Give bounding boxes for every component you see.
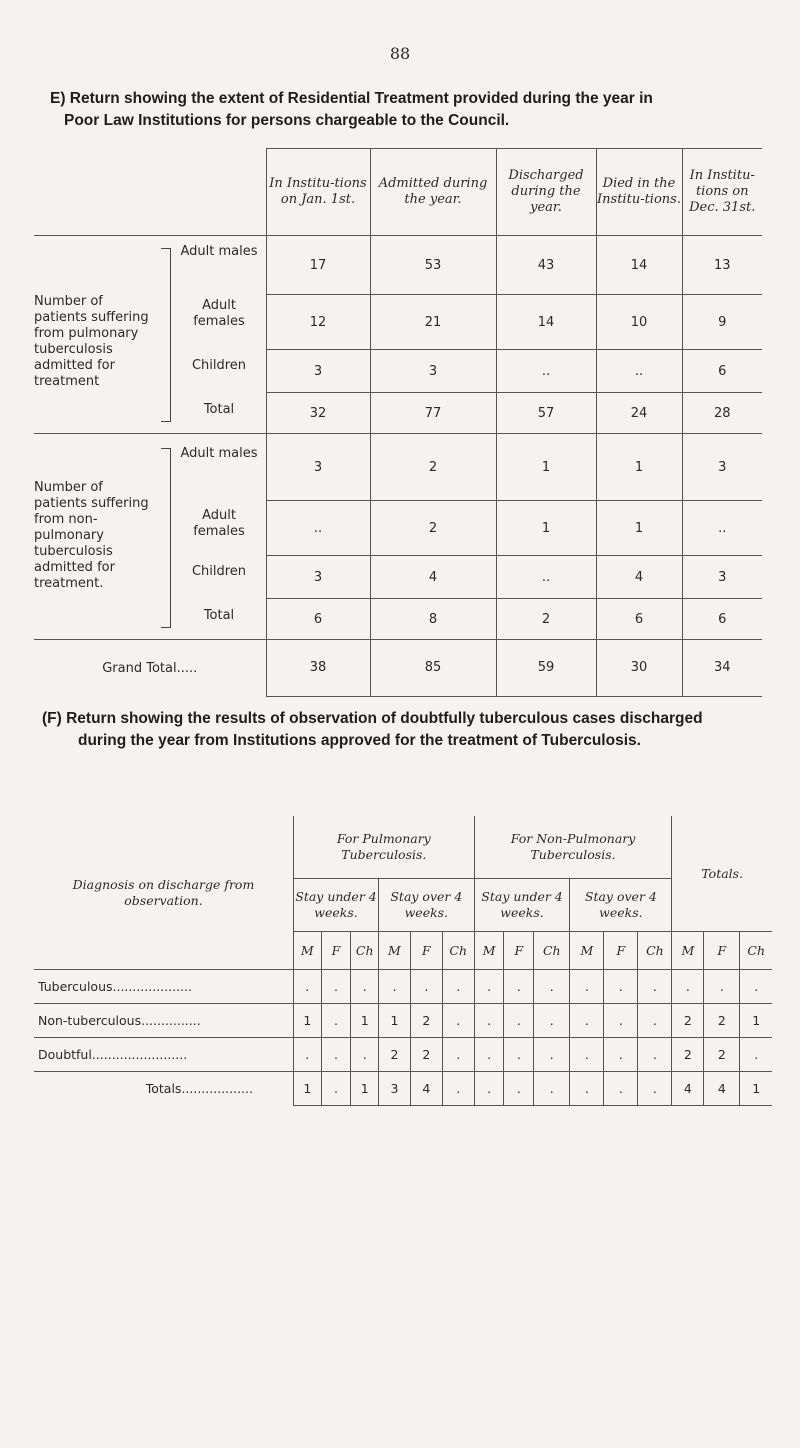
cell: 4 <box>704 1072 740 1106</box>
sub-col-header: Ch <box>351 932 379 970</box>
cell: 3 <box>266 556 370 599</box>
cell: . <box>604 1004 638 1038</box>
cell: 6 <box>266 599 370 640</box>
cell: . <box>672 970 704 1004</box>
group-label: Number of patients suffering from pulmonary tuberculosis admitted for treatment <box>34 294 149 389</box>
sub-col-header: F <box>410 932 442 970</box>
cell: . <box>474 1038 504 1072</box>
cell: . <box>740 1038 772 1072</box>
cell: . <box>638 970 672 1004</box>
sub-col-header: Ch <box>442 932 474 970</box>
pulmonary-header: For Pulmonary Tuberculosis. <box>293 816 474 879</box>
cell: . <box>474 970 504 1004</box>
section-e-title-line1: E) Return showing the extent of Residential Treatment provided during the year in <box>50 90 653 107</box>
cell: . <box>442 1038 474 1072</box>
cell: . <box>570 1004 604 1038</box>
cell: 2 <box>704 1004 740 1038</box>
cell: . <box>442 970 474 1004</box>
cell: . <box>570 1072 604 1106</box>
cell: 6 <box>682 599 762 640</box>
table-row <box>34 1038 772 1072</box>
cell: 1 <box>351 1072 379 1106</box>
cell: 1 <box>379 1004 411 1038</box>
cell: 43 <box>496 236 596 295</box>
section-f-title <box>42 708 782 752</box>
cell: . <box>740 970 772 1004</box>
cell: 2 <box>370 501 496 556</box>
table-row <box>34 1004 772 1038</box>
cell: . <box>379 970 411 1004</box>
cell: 53 <box>370 236 496 295</box>
cell: . <box>321 1004 351 1038</box>
cell: 2 <box>672 1004 704 1038</box>
cell: .. <box>496 350 596 393</box>
cell: . <box>321 970 351 1004</box>
section-f-table <box>34 816 772 1106</box>
cell: 1 <box>351 1004 379 1038</box>
sub-col-header: M <box>379 932 411 970</box>
cell: 3 <box>266 350 370 393</box>
cell: 1 <box>293 1072 321 1106</box>
col-header: Admitted during the year. <box>370 149 496 236</box>
row-label: Total <box>203 608 235 623</box>
brace-icon <box>161 448 171 628</box>
section-e-corner <box>34 149 266 236</box>
cell: . <box>638 1072 672 1106</box>
brace-icon <box>161 248 171 422</box>
col-header: In Institu-tions on Jan. 1st. <box>266 149 370 236</box>
cell: . <box>534 970 570 1004</box>
cell: 59 <box>496 640 596 697</box>
cell: 57 <box>496 393 596 434</box>
cell: 2 <box>672 1038 704 1072</box>
cell: 85 <box>370 640 496 697</box>
row-label: Total <box>203 402 235 417</box>
cell: 8 <box>370 599 496 640</box>
cell: . <box>442 1072 474 1106</box>
cell: . <box>442 1004 474 1038</box>
row-label: Doubtful........................ <box>34 1038 293 1072</box>
stay-over-header: Stay over 4 weeks. <box>379 879 475 932</box>
stay-over-header: Stay over 4 weeks. <box>570 879 672 932</box>
sub-col-header: M <box>672 932 704 970</box>
cell: . <box>504 1072 534 1106</box>
cell: . <box>504 1038 534 1072</box>
cell: . <box>704 970 740 1004</box>
sub-col-header: M <box>293 932 321 970</box>
cell: 6 <box>682 350 762 393</box>
section-e-title-line2: Poor Law Institutions for persons chargeable to the Council. <box>64 112 510 129</box>
cell: 12 <box>266 295 370 350</box>
cell: 2 <box>496 599 596 640</box>
cell: 17 <box>266 236 370 295</box>
page-number: 88 <box>389 44 411 63</box>
cell: . <box>504 970 534 1004</box>
col-header: Discharged during the year. <box>496 149 596 236</box>
cell: 13 <box>682 236 762 295</box>
section-e-table <box>34 148 762 697</box>
sub-col-header: F <box>704 932 740 970</box>
row-label: Children <box>191 564 247 579</box>
cell: 4 <box>672 1072 704 1106</box>
cell: 1 <box>740 1072 772 1106</box>
sub-col-header: Ch <box>534 932 570 970</box>
group-label: Number of patients suffering from non-pulmonary tuberculosis admitted for treatment. <box>34 480 149 591</box>
cell: . <box>534 1072 570 1106</box>
row-label: Adult females <box>193 298 245 329</box>
cell: . <box>351 1038 379 1072</box>
cell: 6 <box>596 599 682 640</box>
cell: . <box>504 1004 534 1038</box>
cell: 1 <box>293 1004 321 1038</box>
cell: 3 <box>266 434 370 501</box>
cell: .. <box>596 350 682 393</box>
cell: 3 <box>379 1072 411 1106</box>
cell: . <box>351 970 379 1004</box>
cell: .. <box>682 501 762 556</box>
cell: 1 <box>496 501 596 556</box>
sub-col-header: Ch <box>740 932 772 970</box>
cell: 4 <box>596 556 682 599</box>
cell: 10 <box>596 295 682 350</box>
diagnosis-header: Diagnosis on discharge from observation. <box>34 816 293 970</box>
cell: 14 <box>496 295 596 350</box>
cell: 38 <box>266 640 370 697</box>
cell: 21 <box>370 295 496 350</box>
stay-under-header: Stay under 4 weeks. <box>293 879 378 932</box>
cell: 3 <box>682 556 762 599</box>
cell: 1 <box>596 434 682 501</box>
totals-header: Totals. <box>672 816 772 932</box>
section-f-title-line1: (F) Return showing the results of observation of doubtfully tuberculous cases discharged <box>42 710 703 727</box>
cell: 1 <box>496 434 596 501</box>
cell: . <box>638 1038 672 1072</box>
grand-total-label: Grand Total..... <box>34 640 266 697</box>
cell: 4 <box>370 556 496 599</box>
table-row <box>34 970 772 1004</box>
cell: . <box>534 1004 570 1038</box>
cell: . <box>321 1072 351 1106</box>
sub-col-header: F <box>321 932 351 970</box>
sub-col-header: F <box>504 932 534 970</box>
cell: 2 <box>379 1038 411 1072</box>
table-row <box>34 1072 772 1106</box>
col-header: In Institu-tions on Dec. 31st. <box>682 149 762 236</box>
group-pulmonary <box>34 236 266 434</box>
cell: 3 <box>370 350 496 393</box>
sub-col-header: M <box>474 932 504 970</box>
cell: 32 <box>266 393 370 434</box>
cell: . <box>604 1038 638 1072</box>
col-header: Died in the Institu-tions. <box>596 149 682 236</box>
cell: 77 <box>370 393 496 434</box>
group-non-pulmonary <box>34 434 266 640</box>
cell: 2 <box>410 1004 442 1038</box>
cell: 1 <box>596 501 682 556</box>
cell: . <box>474 1004 504 1038</box>
cell: 2 <box>410 1038 442 1072</box>
cell: 24 <box>596 393 682 434</box>
row-label: Non-tuberculous............... <box>34 1004 293 1038</box>
cell: .. <box>266 501 370 556</box>
cell: . <box>604 970 638 1004</box>
row-label: Totals.................. <box>34 1072 293 1106</box>
cell: . <box>321 1038 351 1072</box>
cell: . <box>534 1038 570 1072</box>
row-label: Adult males <box>180 446 258 461</box>
section-e-title <box>50 88 750 132</box>
cell: 2 <box>704 1038 740 1072</box>
cell: 2 <box>370 434 496 501</box>
cell: 4 <box>410 1072 442 1106</box>
cell: . <box>570 1038 604 1072</box>
cell: .. <box>496 556 596 599</box>
stay-under-header: Stay under 4 weeks. <box>474 879 570 932</box>
section-f-body <box>34 970 772 1106</box>
cell: 28 <box>682 393 762 434</box>
cell: . <box>410 970 442 1004</box>
cell: . <box>638 1004 672 1038</box>
cell: 3 <box>682 434 762 501</box>
sub-col-header: M <box>570 932 604 970</box>
row-label: Children <box>191 358 247 373</box>
row-label: Adult females <box>193 508 245 539</box>
cell: 14 <box>596 236 682 295</box>
cell: . <box>293 970 321 1004</box>
section-f-title-line2: during the year from Institutions approved for the treatment of Tuberculosis. <box>78 732 641 749</box>
cell: 30 <box>596 640 682 697</box>
sub-col-header: F <box>604 932 638 970</box>
cell: 34 <box>682 640 762 697</box>
row-label: Adult males <box>180 244 258 259</box>
cell: . <box>474 1072 504 1106</box>
sub-col-header: Ch <box>638 932 672 970</box>
cell: 1 <box>740 1004 772 1038</box>
non-pulmonary-header: For Non-Pulmonary Tuberculosis. <box>474 816 672 879</box>
cell: . <box>604 1072 638 1106</box>
cell: 9 <box>682 295 762 350</box>
cell: . <box>293 1038 321 1072</box>
cell: . <box>570 970 604 1004</box>
row-label: Tuberculous.................... <box>34 970 293 1004</box>
